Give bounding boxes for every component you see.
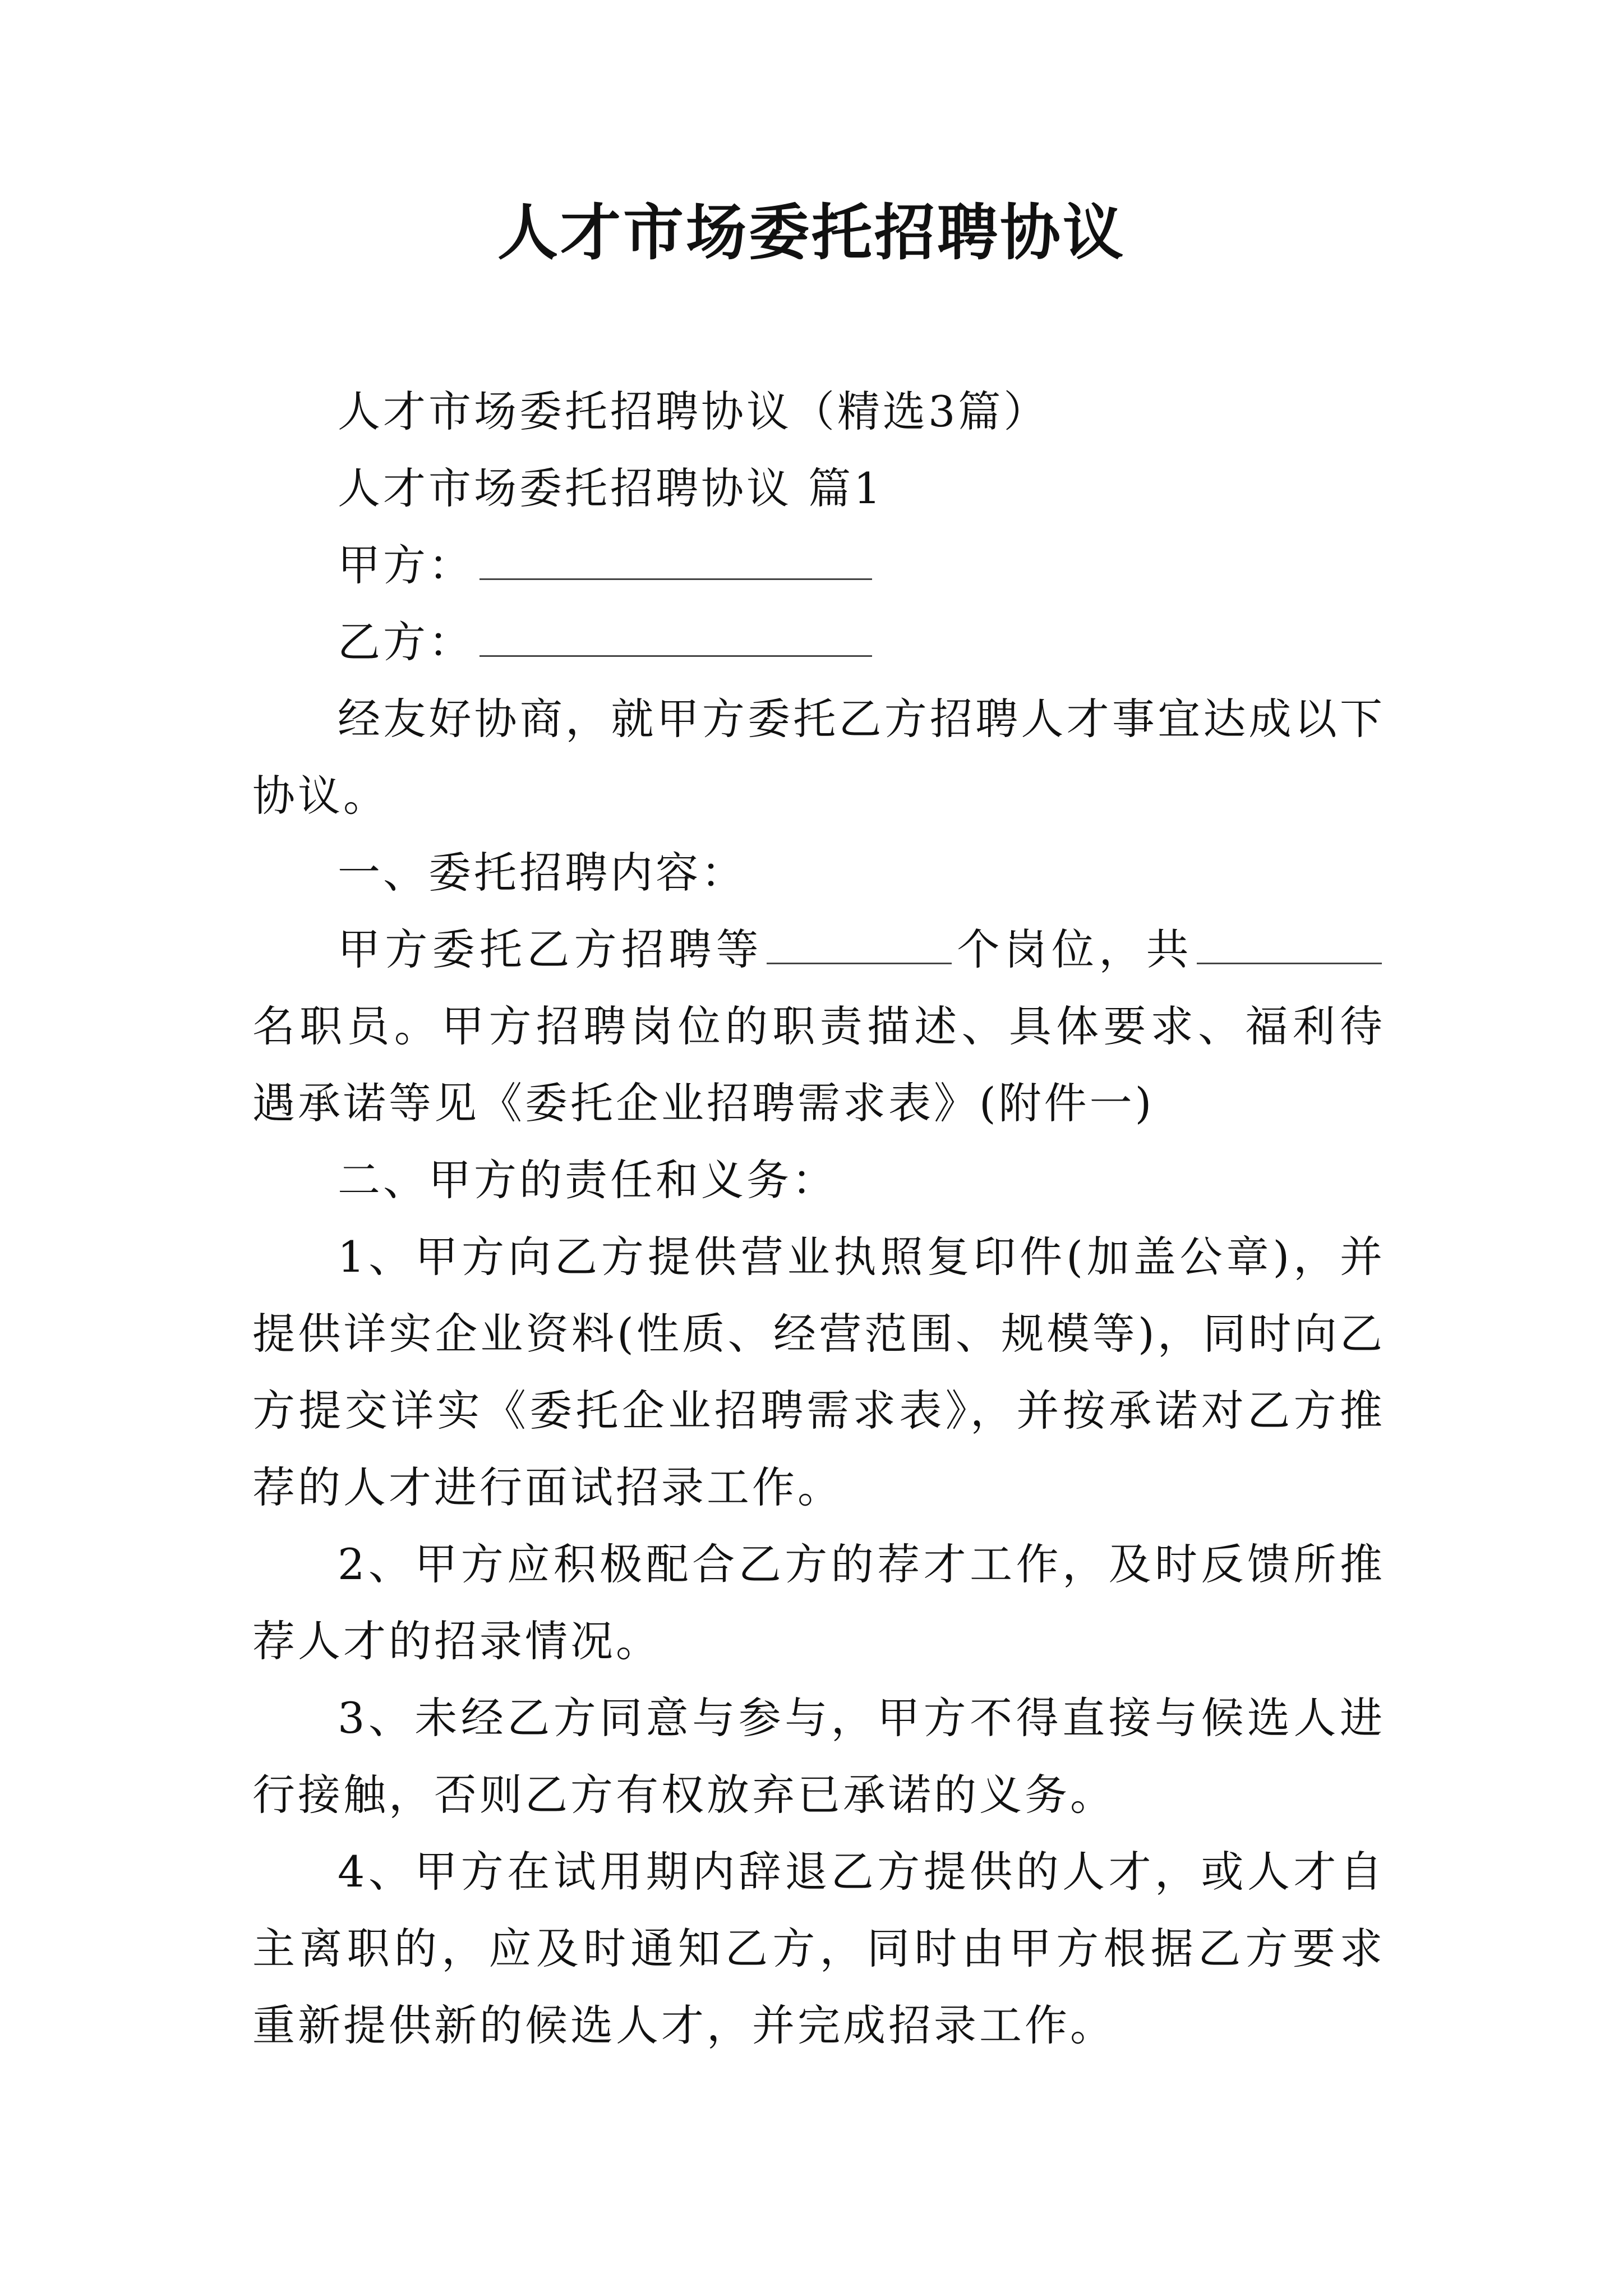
item-2-paragraph: 2、甲方应积极配合乙方的荐才工作，及时反馈所推荐人才的招录情况。: [252, 1539, 1385, 1666]
party-a-label: 甲方：: [338, 540, 474, 590]
intro-paragraph: 经友好协商，就甲方委托乙方招聘人才事宜达成以下协议。: [252, 694, 1385, 821]
party-a-blank: [479, 545, 872, 580]
party-b-label: 乙方：: [338, 617, 474, 667]
item-1-paragraph: 1、甲方向乙方提供营业执照复印件(加盖公章)，并提供详实企业资料(性质、经营范围、规模等)，同时向乙方提交详实《委托企业招聘需求表》，并按承诺对乙方推荐的人才进行面试招录工作。: [252, 1232, 1385, 1512]
staff-count-blank: [1197, 929, 1382, 964]
subtitle: 人才市场委托招聘协议（精选3篇）: [338, 386, 1049, 436]
party-a-line: [252, 527, 1385, 604]
item-3-paragraph: 3、未经乙方同意与参与，甲方不得直接与候选人进行接触，否则乙方有权放弃已承诺的义务。: [252, 1693, 1385, 1820]
content-1-part1: 甲方委托乙方招聘等: [338, 924, 763, 974]
heading-1: 一、委托招聘内容：: [338, 848, 746, 898]
content-1-paragraph: [252, 911, 1385, 1142]
party-b-blank: [479, 622, 872, 657]
heading-2: 二、甲方的责任和义务：: [338, 1155, 837, 1205]
content-1-part3: 名职员。甲方招聘岗位的职责描述、具体要求、福利待遇承诺等见《委托企业招聘需求表》(附件一): [252, 1001, 1385, 1128]
document-title: 人才市场委托招聘协议: [497, 197, 1126, 268]
party-b-line: [252, 604, 1385, 680]
positions-blank: [767, 929, 952, 964]
item-4-paragraph: 4、甲方在试用期内辞退乙方提供的人才，或人才自主离职的，应及时通知乙方，同时由甲方根据乙方要求重新提供新的候选人才，并完成招录工作。: [252, 1847, 1385, 2050]
document-body: [252, 373, 1385, 2064]
section-heading: 人才市场委托招聘协议 篇1: [338, 463, 884, 513]
content-1-part2: 个岗位，共: [955, 924, 1193, 974]
